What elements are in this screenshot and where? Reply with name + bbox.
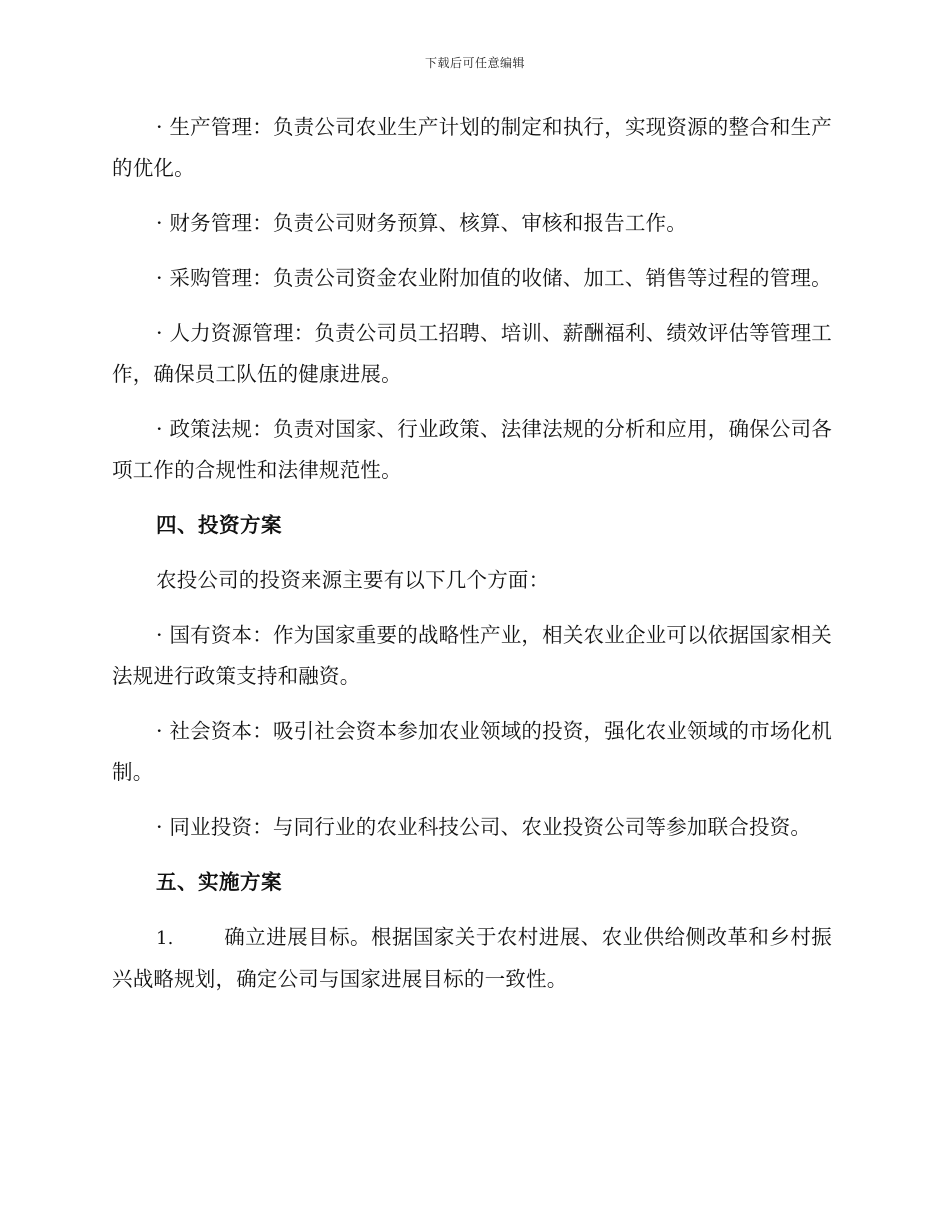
page-header: 下载后可任意编辑 [424,56,525,70]
document-body [112,107,832,1014]
implementation-item-text: 确立进展目标。根据国家关于农村进展、农业供给侧改革和乡村振兴战略规划，确定公司与国家进展目标的一致性。 [112,925,832,991]
section-heading-implementation: 五、实施方案 [156,870,282,894]
management-item-policy: · 政策法规：负责对国家、行业政策、法律法规的分析和应用，确保公司各项工作的合规性和法律规范性。 [112,417,832,482]
implementation-item-1 [112,917,832,1000]
management-item-production: · 生产管理：负责公司农业生产计划的制定和执行，实现资源的整合和生产的优化。 [112,115,832,180]
list-number: 1. [156,928,174,949]
management-item-procurement: · 采购管理：负责公司资金农业附加值的收储、加工、销售等过程的管理。 [156,266,832,290]
investment-item-social-capital: · 社会资本：吸引社会资本参加农业领域的投资，强化农业领域的市场化机制。 [112,719,832,784]
section-heading-investment: 四、投资方案 [156,513,282,537]
investment-item-state-capital: · 国有资本：作为国家重要的战略性产业，相关农业企业可以依据国家相关法规进行政策支持和融资。 [112,623,832,688]
management-item-hr: · 人力资源管理：负责公司员工招聘、培训、薪酬福利、绩效评估等管理工作，确保员工队伍的健康进展。 [112,321,832,386]
investment-intro: 农投公司的投资来源主要有以下几个方面： [156,568,550,592]
management-item-finance: · 财务管理：负责公司财务预算、核算、审核和报告工作。 [156,211,687,235]
investment-item-peer-investment: · 同业投资：与同行业的农业科技公司、农业投资公司等参加联合投资。 [156,815,812,839]
